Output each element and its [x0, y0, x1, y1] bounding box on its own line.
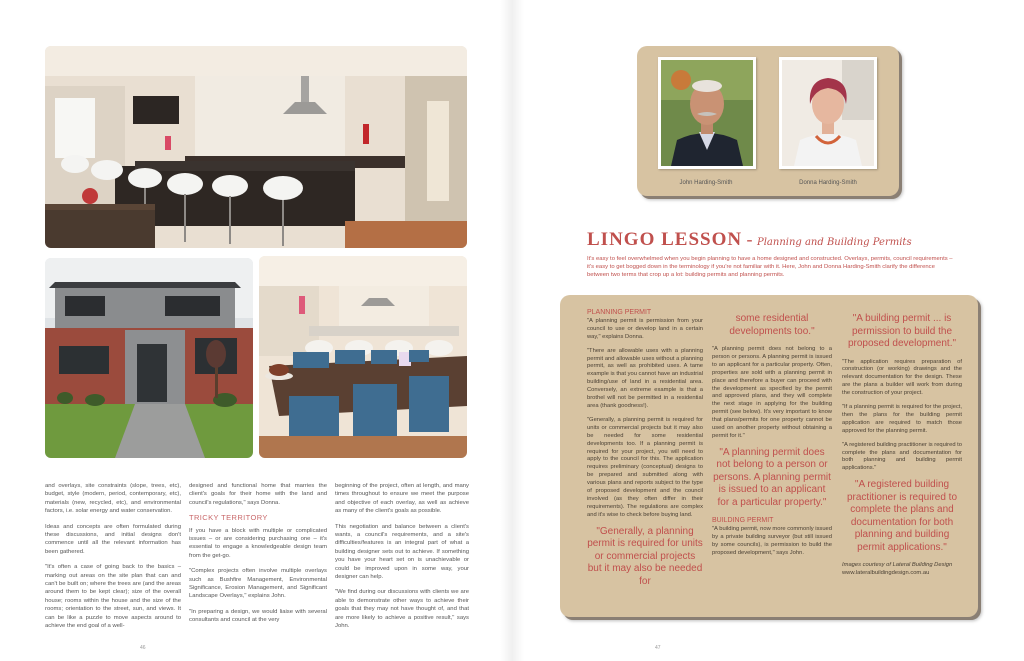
paragraph: "Generally, a planning permit is required for units or commercial projects but it may also be needed for some residential developments too. If a planning permit is required for your project, you will need to apply to the council for this. The application requires preliminary (conceptual) designs to be prepared and submitted along with various plans and reports subject to the type of proposed development and the council involved (as they often differ in their requirements). The regulations are complex and it's wise to check before buying land. [587, 416, 703, 518]
paragraph: "A planning permit does not belong to a person or persons. A planning permit is issued to an applicant for a particular property. Often, properties are sold with a planning permit in place and therefore a buyer can proceed with the development as specified by the permit and approved plans, and they will complete the next stage in applying for the building permit (see below). It's very important to know that plans/permits for one property cannot be used on another property without obtaining a permit for it." [712, 346, 832, 439]
planning-permit-heading: PLANNING PERMIT [587, 309, 652, 316]
paragraph: "We find during our discussions with clients we are able to demonstrate other ways to achieve their goals that they may not have thought of, and that are more likely to achieve a positive result," says John. [335, 589, 469, 630]
paragraph: "A building permit, now more commonly issued by a private building surveyor (but still issued by some councils), is permission to build the proposed development," says John. [712, 526, 832, 556]
dining-room-photo [259, 256, 467, 458]
pull-quote-registered: "A registered building practitioner is required to complete the plans and documentation for both planning and building permit applications." [846, 479, 958, 553]
pull-quote-generally: "Generally, a planning permit is required for units or commercial projects but it may also be needed for [587, 525, 703, 587]
body-column-2 [189, 482, 327, 632]
title-main: LINGO LESSON [587, 229, 743, 250]
body-column-3 [335, 482, 469, 638]
title-script: Planning and Building Permits [756, 237, 912, 248]
paragraph: "It's often a case of going back to the basics – marking out areas on the site plan that can and can't be built on; where the trees are (and the areas around them to be kept clear); size of the overall house; rooms within the house and the size of the rooms; orientation to the street, sun, and views. It can be like a puzzle to move aspects around to achieve the end goal of a well- [45, 564, 181, 630]
article-title [587, 229, 912, 251]
house-exterior-photo [45, 258, 253, 458]
body-column-1 [45, 482, 181, 638]
right-page [512, 0, 1024, 661]
article-intro: It's easy to feel overwhelmed when you begin planning to have a home designed and constructed. Overlays, permits, council requirements – it's easy to get bogged down in the terminology if you're not familiar with it. Here, John and Donna Harding-Smith clarify the difference between two terms that crop up a lot: building permits and planning permits. [587, 256, 953, 278]
kitchen-photo [45, 46, 467, 248]
paragraph: "The application requires preparation of construction (or working) drawings and the relevant documentation for the design. These are the plans a builder will work from during the construction of your project. [842, 358, 962, 397]
headshots-panel [637, 46, 899, 196]
john-portrait [658, 57, 756, 169]
page-number-left: 46 [140, 645, 146, 651]
paragraph: designed and functional home that marries the client's goals for their home with the land and council's regulations," says Donna. [189, 483, 327, 506]
paragraph: Ideas and concepts are often formulated during these discussions, and initial designs don't commence until all the relevant information has been gathered. [45, 523, 181, 555]
pull-quote-not-belong: "A planning permit does not belong to a person or persons. A planning permit is issued to an applicant for a particular property." [713, 446, 831, 508]
paragraph: and overlays, site constraints (slope, trees, etc), budget, style (modern, period, contemporary, etc), materials (new, recycled, etc), and environmental factors, i.e. solar energy and water conservation. [45, 483, 181, 515]
title-dash: - [746, 229, 753, 249]
paragraph: "A registered building practitioner is required to complete the plans and documentation for both planning and building permit applications." [842, 441, 962, 472]
permits-info-box [560, 295, 978, 617]
paragraph: This negotiation and balance between a client's wants, a council's requirements, and a site's difficulties/features is an integral part of what a building designer sets out to achieve. If something you have your heart set on is unachievable or could be improved upon in some way, your designer can help. [335, 523, 469, 581]
website-link[interactable]: www.lateralbuildingdesign.com.au [842, 570, 930, 577]
paragraph: "In preparing a design, we would liaise with several consultants and council at the very [189, 608, 327, 624]
image-credit: Images courtesy of Lateral Building Design [842, 562, 953, 569]
box-column-1 [587, 309, 703, 596]
box-column-2 [712, 309, 832, 564]
donna-portrait [779, 57, 877, 169]
page-number-right: 47 [655, 645, 661, 651]
paragraph: "There are allowable uses with a planning permit and allowable uses without a planning permit, as well as prohibited uses. A tame example is that you cannot have an industrial building/use of land in a residential area. Conversely, an extreme example is that a brothel will not be permitted in a residential area (thank goodness!). [587, 347, 704, 409]
paragraph: "A planning permit is permission from your council to use or develop land in a certain way," explains Donna. [587, 317, 703, 340]
john-caption: John Harding-Smith [679, 180, 733, 186]
building-permit-heading: BUILDING PERMIT [712, 517, 774, 525]
pull-quote-continued: some residential developments too." [729, 313, 815, 337]
pull-quote-building: "A building permit ... is permission to build the proposed development." [847, 313, 957, 349]
paragraph: beginning of the project, often at length, and many times throughout to ensure we meet the purpose and objective of each overlay, as well as achieve as many of the client's goals as possible. [335, 483, 469, 515]
paragraph: "If a planning permit is required for the project, then the plans for the building permit application are required to match those approved for the planning permit. [842, 404, 962, 434]
paragraph: "Complex projects often involve multiple overlays such as Bushfire Management, Environmental Significance, Erosion Management, and Significant Landscape Overlays," explains John. [189, 568, 327, 600]
donna-caption: Donna Harding-Smith [799, 180, 857, 186]
box-column-3 [842, 309, 962, 578]
paragraph: If you have a block with multiple or complicated issues – or are considering purchasing one – it's essential to engage a knowledgeable design team from the get-go. [189, 527, 327, 559]
tricky-territory-heading: TRICKY TERRITORY [189, 513, 268, 523]
spine-shadow [500, 0, 524, 661]
